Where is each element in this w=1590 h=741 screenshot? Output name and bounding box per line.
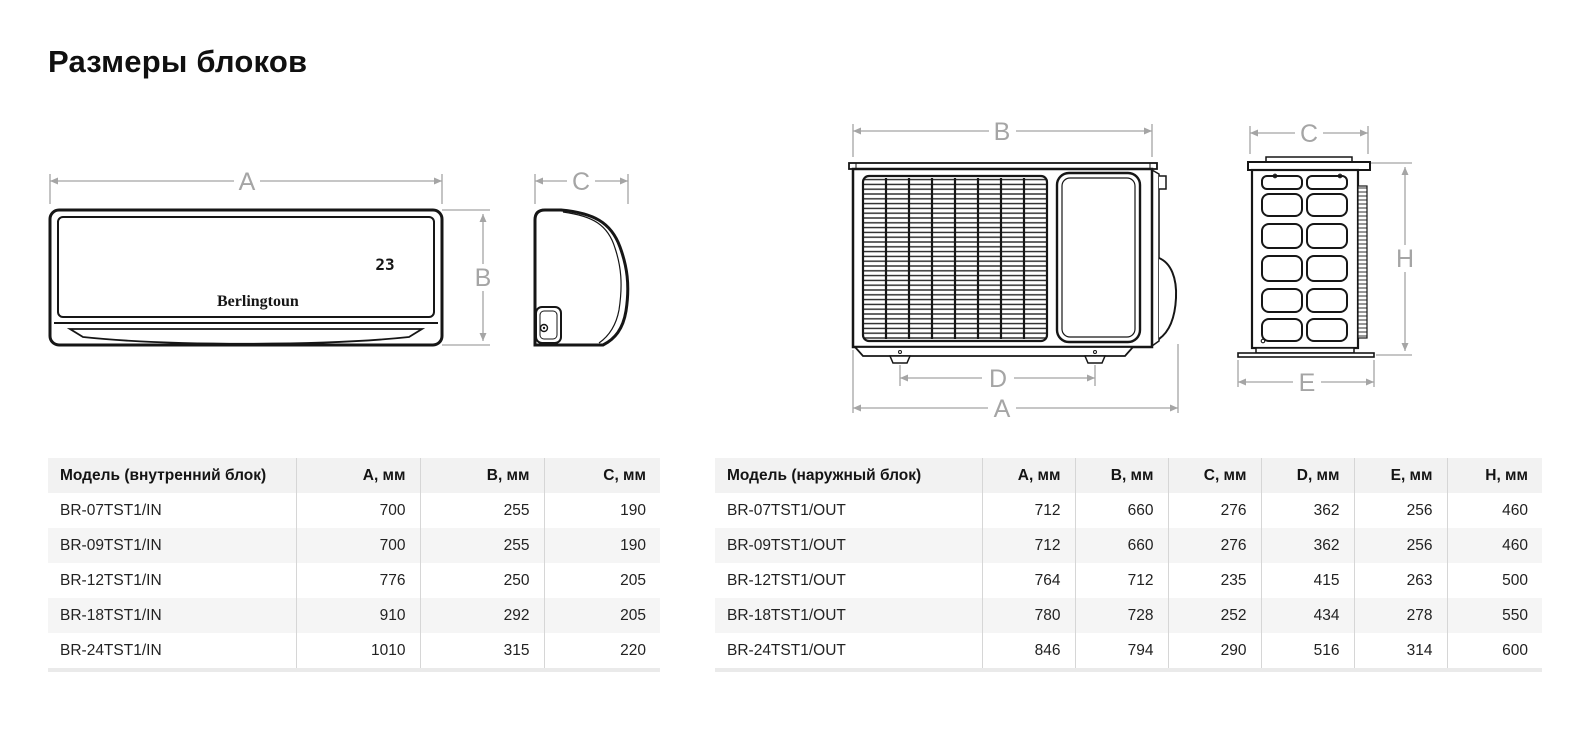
dimension-value-cell: 600 bbox=[1447, 633, 1542, 670]
model-cell: BR-09TST1/IN bbox=[60, 536, 162, 554]
indoor-unit-side-view-diagram bbox=[505, 160, 650, 360]
dimension-value-cell: 190 bbox=[544, 528, 660, 563]
dimension-value-cell: 728 bbox=[1075, 598, 1168, 633]
dimension-label-b: B bbox=[474, 264, 492, 292]
model-cell: BR-24TST1/IN bbox=[60, 641, 162, 659]
dimension-value-cell: 252 bbox=[1168, 598, 1261, 633]
dimension-value-cell: 220 bbox=[544, 633, 660, 670]
table-row bbox=[715, 493, 1542, 528]
dimension-value-cell: 1010 bbox=[296, 633, 420, 670]
dimension-label-c: C bbox=[1299, 120, 1319, 148]
table-row bbox=[715, 563, 1542, 598]
table-row bbox=[48, 493, 660, 528]
outdoor-unit-dimensions-table bbox=[715, 458, 1542, 672]
dimension-value-cell: 550 bbox=[1447, 598, 1542, 633]
dimension-value-cell: 712 bbox=[982, 493, 1075, 528]
dimension-value-cell: 190 bbox=[544, 493, 660, 528]
dimension-value-cell: 776 bbox=[296, 563, 420, 598]
table-row bbox=[715, 598, 1542, 633]
dimension-label-e: E bbox=[1298, 369, 1316, 397]
dimension-label-b: B bbox=[993, 118, 1011, 146]
dimension-label-d: D bbox=[988, 365, 1008, 393]
outdoor-unit-front-view-diagram bbox=[830, 110, 1190, 420]
dimension-value-cell: 256 bbox=[1354, 528, 1447, 563]
dimension-label-a: A bbox=[993, 395, 1011, 420]
model-cell: BR-09TST1/OUT bbox=[727, 536, 846, 554]
model-cell: BR-18TST1/OUT bbox=[727, 606, 846, 624]
dimension-value-cell: 460 bbox=[1447, 493, 1542, 528]
model-cell: BR-24TST1/OUT bbox=[727, 641, 846, 659]
dimension-label-a: A bbox=[238, 168, 256, 196]
dimension-value-cell: 700 bbox=[296, 493, 420, 528]
dimension-value-cell: 500 bbox=[1447, 563, 1542, 598]
indoor-unit-dimensions-table bbox=[48, 458, 660, 672]
dimension-value-cell: 278 bbox=[1354, 598, 1447, 633]
brand-logo-text: Berlingtoun bbox=[217, 293, 299, 310]
dimension-value-cell: 205 bbox=[544, 598, 660, 633]
dimension-value-cell: 256 bbox=[1354, 493, 1447, 528]
page-title: Размеры блоков bbox=[48, 44, 308, 79]
dimension-column-header: В, мм bbox=[1075, 458, 1168, 493]
dimension-value-cell: 276 bbox=[1168, 528, 1261, 563]
dimension-value-cell: 764 bbox=[982, 563, 1075, 598]
indoor-unit-front-view-diagram bbox=[40, 160, 500, 360]
model-cell: BR-12TST1/OUT bbox=[727, 571, 846, 589]
model-cell: BR-18TST1/IN bbox=[60, 606, 162, 624]
model-cell: BR-07TST1/IN bbox=[60, 501, 162, 519]
table-row bbox=[48, 528, 660, 563]
dimension-value-cell: 314 bbox=[1354, 633, 1447, 670]
dimension-value-cell: 255 bbox=[420, 493, 544, 528]
model-cell: BR-12TST1/IN bbox=[60, 571, 162, 589]
outdoor-unit-side-view-diagram bbox=[1190, 110, 1430, 420]
table-row bbox=[48, 598, 660, 633]
model-column-header: Модель (наружный блок) bbox=[715, 458, 982, 493]
table-header-row bbox=[715, 458, 1542, 493]
dimension-column-header: Е, мм bbox=[1354, 458, 1447, 493]
dimension-value-cell: 362 bbox=[1261, 493, 1354, 528]
table-row bbox=[48, 563, 660, 598]
table-row bbox=[48, 633, 660, 670]
dimension-column-header: Н, мм bbox=[1447, 458, 1542, 493]
dimension-value-cell: 660 bbox=[1075, 493, 1168, 528]
dimension-value-cell: 235 bbox=[1168, 563, 1261, 598]
temperature-display: 23 bbox=[375, 255, 395, 274]
dimension-value-cell: 712 bbox=[1075, 563, 1168, 598]
dimension-value-cell: 415 bbox=[1261, 563, 1354, 598]
dimension-value-cell: 263 bbox=[1354, 563, 1447, 598]
dimension-value-cell: 794 bbox=[1075, 633, 1168, 670]
dimension-value-cell: 846 bbox=[982, 633, 1075, 670]
dimension-value-cell: 276 bbox=[1168, 493, 1261, 528]
dimension-label-h: H bbox=[1395, 245, 1415, 273]
dimension-column-header: А, мм bbox=[296, 458, 420, 493]
dimension-column-header: С, мм bbox=[1168, 458, 1261, 493]
table-header-row bbox=[48, 458, 660, 493]
dimension-value-cell: 516 bbox=[1261, 633, 1354, 670]
model-cell: BR-07TST1/OUT bbox=[727, 501, 846, 519]
dimension-column-header: С, мм bbox=[544, 458, 660, 493]
dimension-value-cell: 660 bbox=[1075, 528, 1168, 563]
table-row bbox=[715, 633, 1542, 670]
dimension-column-header: D, мм bbox=[1261, 458, 1354, 493]
dimension-value-cell: 780 bbox=[982, 598, 1075, 633]
dimension-value-cell: 292 bbox=[420, 598, 544, 633]
dimension-value-cell: 250 bbox=[420, 563, 544, 598]
dimension-value-cell: 910 bbox=[296, 598, 420, 633]
dimension-value-cell: 205 bbox=[544, 563, 660, 598]
dimension-value-cell: 362 bbox=[1261, 528, 1354, 563]
dimension-column-header: А, мм bbox=[982, 458, 1075, 493]
dimension-value-cell: 290 bbox=[1168, 633, 1261, 670]
dimension-value-cell: 712 bbox=[982, 528, 1075, 563]
dimension-value-cell: 700 bbox=[296, 528, 420, 563]
dimension-value-cell: 460 bbox=[1447, 528, 1542, 563]
table-row bbox=[715, 528, 1542, 563]
model-column-header: Модель (внутренний блок) bbox=[48, 458, 296, 493]
dimension-value-cell: 434 bbox=[1261, 598, 1354, 633]
dimension-column-header: В, мм bbox=[420, 458, 544, 493]
dimension-label-c: C bbox=[571, 168, 591, 196]
dimension-value-cell: 315 bbox=[420, 633, 544, 670]
dimension-value-cell: 255 bbox=[420, 528, 544, 563]
